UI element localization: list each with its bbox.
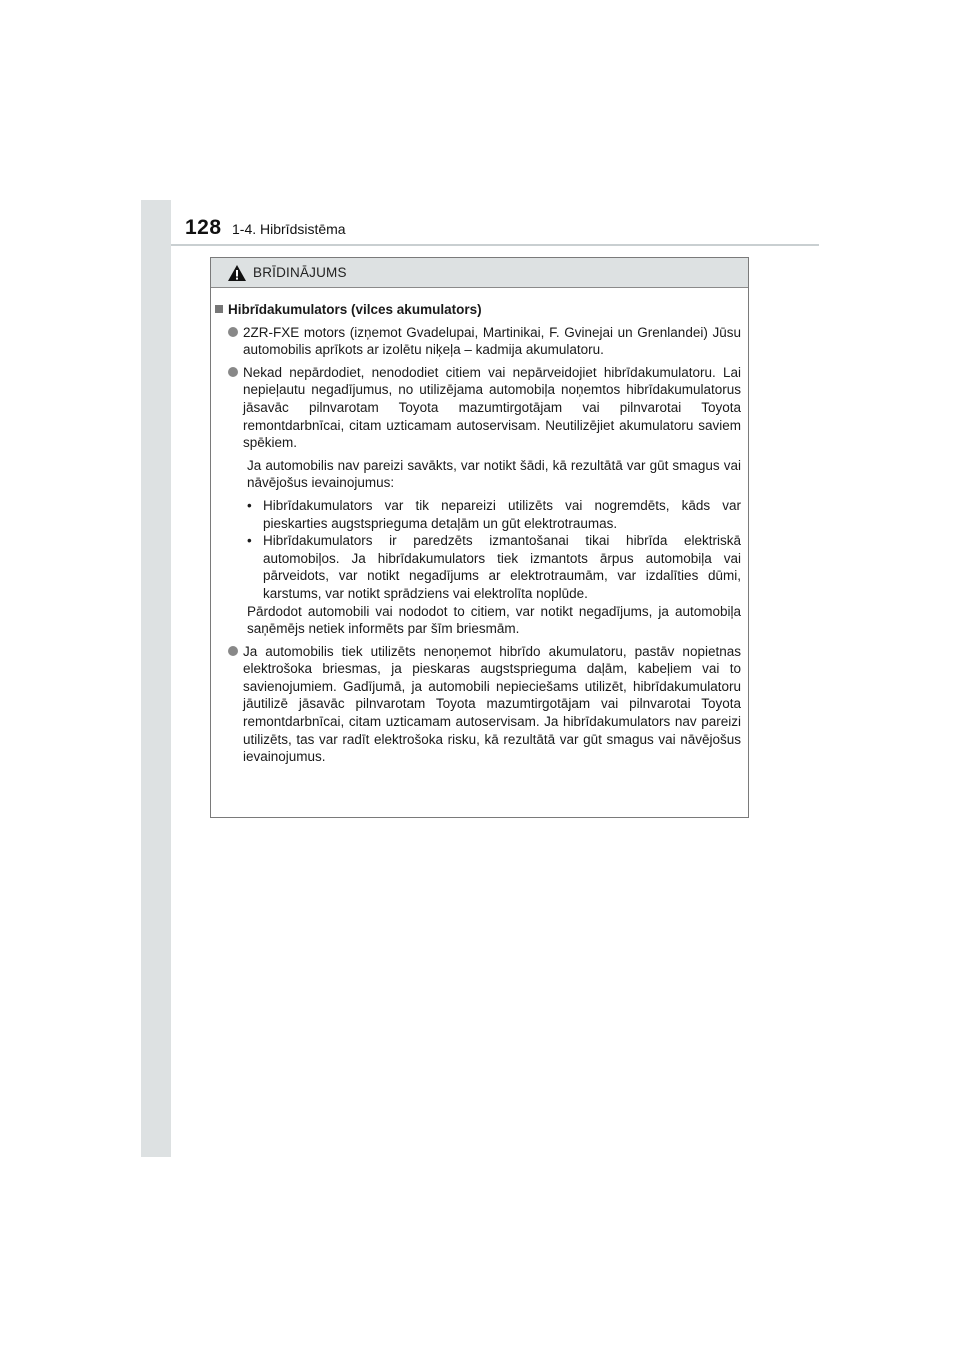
page-number: 128 [185, 216, 222, 239]
bullet-item [215, 643, 741, 766]
dash-text: Hibrīdakumulators ir paredzēts izmantošanai tikai hibrīda elektriskā automobiļos. Ja hibrīdakumulators tiek izmantots ārpus automobiļa vai pārveidots, var notikt negadījums ar elektrotraumām, var izdalīties dūmi, karstums, var notikt sprādziens vai elektrolīta noplūde. [263, 533, 741, 601]
section-title: 1-4. Hibrīdsistēma [232, 221, 346, 237]
bullet-item [215, 324, 741, 359]
header-rule [171, 244, 819, 246]
subhead-text: Hibrīdakumulators (vilces akumulators) [228, 302, 482, 317]
bullet-item [215, 364, 741, 452]
dot-marker: • [247, 497, 252, 513]
paragraph: Ja automobilis nav pareizi savākts, var notikt šādi, kā rezultātā var gūt smagus vai nāvējošus ievainojumus: [247, 457, 741, 491]
dash-text: Hibrīdakumulators var tik nepareizi utilizēts vai nogremdēts, kāds var pieskarties augstsprieguma detaļām un gūt elektrotraumas. [263, 497, 741, 531]
dash-list-item [247, 532, 741, 602]
circle-bullet-icon [228, 367, 238, 377]
warning-body [211, 288, 748, 766]
side-band [141, 200, 171, 1157]
bullet-text: Ja automobilis tiek utilizēts nenoņemot hibrīdo akumulatoru, pastāv nopietnas elektrošoka briesmas, ja pieskaras augstsprieguma daļām, kabeļiem vai to savienojumiem. Gadījumā, ja automobili nepieciešams utilizēt, hibrīdakumulatoru jāutilizē jāsavāc pilnvarotam Toyota mazumtirgotājam vai pilnvarotai Toyota remontdarbnīcai, citam uzticamam autoservisam. Ja hibrīdakumulators nav pareizi utilizēts, tas var radīt elektrošoka risku, kā rezultātā var gūt smagus vai nāvējošus ievainojumus. [243, 643, 741, 765]
bullet-text: Nekad nepārdodiet, nenododiet citiem vai nepārveidojiet hibrīdakumulatoru. Lai nepieļautu negadījumus, no utilizējama automobiļa noņemtos hibrīdakumulatorus jāsavāc pilnvarotam Toyota mazumtirgotājam vai pilnvarotai Toyota remontdarbnīcai, citam uzticamam autoservisam. Neutilizējiet akumulatoru saviem spēkiem. [243, 364, 741, 451]
circle-bullet-icon [228, 646, 238, 656]
square-bullet-icon [215, 305, 223, 313]
circle-bullet-icon [228, 327, 238, 337]
dash-list-item [247, 497, 741, 532]
warning-header [211, 258, 748, 288]
warning-triangle-icon [227, 264, 247, 282]
warning-subhead [215, 301, 741, 319]
bullet-text: 2ZR-FXE motors (izņemot Gvadelupai, Martinikai, F. Gvinejai un Grenlandei) Jūsu automobilis aprīkots ar izolētu niķeļa – kadmija akumulatoru. [243, 324, 741, 358]
warning-label: BRĪDINĀJUMS [253, 265, 347, 280]
dot-marker: • [247, 533, 252, 549]
warning-box [210, 257, 749, 818]
paragraph: Pārdodot automobili vai nododot to citiem, var notikt negadījums, ja automobiļa saņēmējs netiek informēts par šīm briesmām. [247, 603, 741, 637]
